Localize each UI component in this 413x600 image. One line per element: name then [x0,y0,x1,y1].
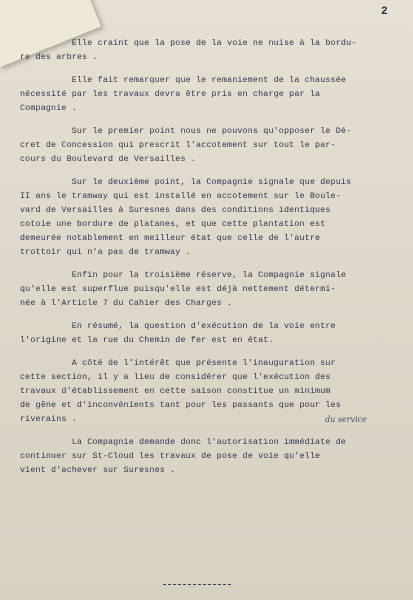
text-line: Sur le premier point nous ne pouvons qu'opposer le Dé- [20,126,352,136]
text-line: re des arbres . [20,52,98,62]
text-line: Enfin pour la troisième réserve, la Compagnie signale [20,270,347,280]
text-line: En résumé, la question d'exécution de la voie entre [20,321,336,331]
page-number: 2 [381,6,388,18]
text-line: nécessité par les travaux devra être pris en charge par la [20,89,321,99]
text-line: vard de Versailles à Suresnes dans des conditions identiques [20,205,331,215]
paragraph [20,124,396,166]
text-line: II ans le tramway qui est installé en accotement sur le Boule- [20,191,341,201]
text-line: continuer sur St-Cloud les travaux de pose de voie qu'elle [20,451,321,461]
text-line: de gêne et d'inconvénients tant pour les passants que pour les [20,400,341,410]
text-line: cette section, il y a lieu de considérer que l'exécution des [20,372,331,382]
text-line: cours du Boulevard de Versailles . [20,154,196,164]
paragraph [20,73,396,115]
text-line: trottoir qui n'a pas de tramway . [20,247,191,257]
text-line: l'origine et la rue du Chemin de fer est en état. [20,335,274,345]
text-line: Compagnie . [20,103,77,113]
closing-rule [163,584,231,585]
text-line: vient d'achever sur Suresnes . [20,465,176,475]
paragraph [20,435,396,477]
text-line: La Compagnie demande donc l'autorisation immédiate de [20,437,347,447]
paragraph [20,268,396,310]
text-line: demeurée notablement en meilleur état que celle de l'autre [20,233,321,243]
text-line: cret de Concession qui prescrit l'accotement sur tout le par- [20,140,336,150]
text-line: née à l'Article 7 du Cahier des Charges . [20,298,233,308]
paragraph [20,175,396,259]
handwritten-annotation: du service [325,415,367,424]
text-line: qu'elle est superflue puisqu'elle est déjà nettement détermi- [20,284,336,294]
text-line: Elle craint que la pose de la voie ne nuise à la bordu- [20,38,357,48]
text-line: Elle fait remarquer que le remaniement de la chaussée [20,75,347,85]
paragraph [20,36,396,64]
text-line: A côté de l'intérêt que présente l'inauguration sur [20,358,336,368]
text-line: Sur le deuxième point, la Compagnie signale que depuis [20,177,352,187]
paragraph [20,319,396,347]
text-line: cotoie une bordure de platanes, et que cette plantation est [20,219,326,229]
text-line: travaux d'établissement en cette saison constitue un minimum [20,386,331,396]
text-line: riverains . [20,414,77,424]
